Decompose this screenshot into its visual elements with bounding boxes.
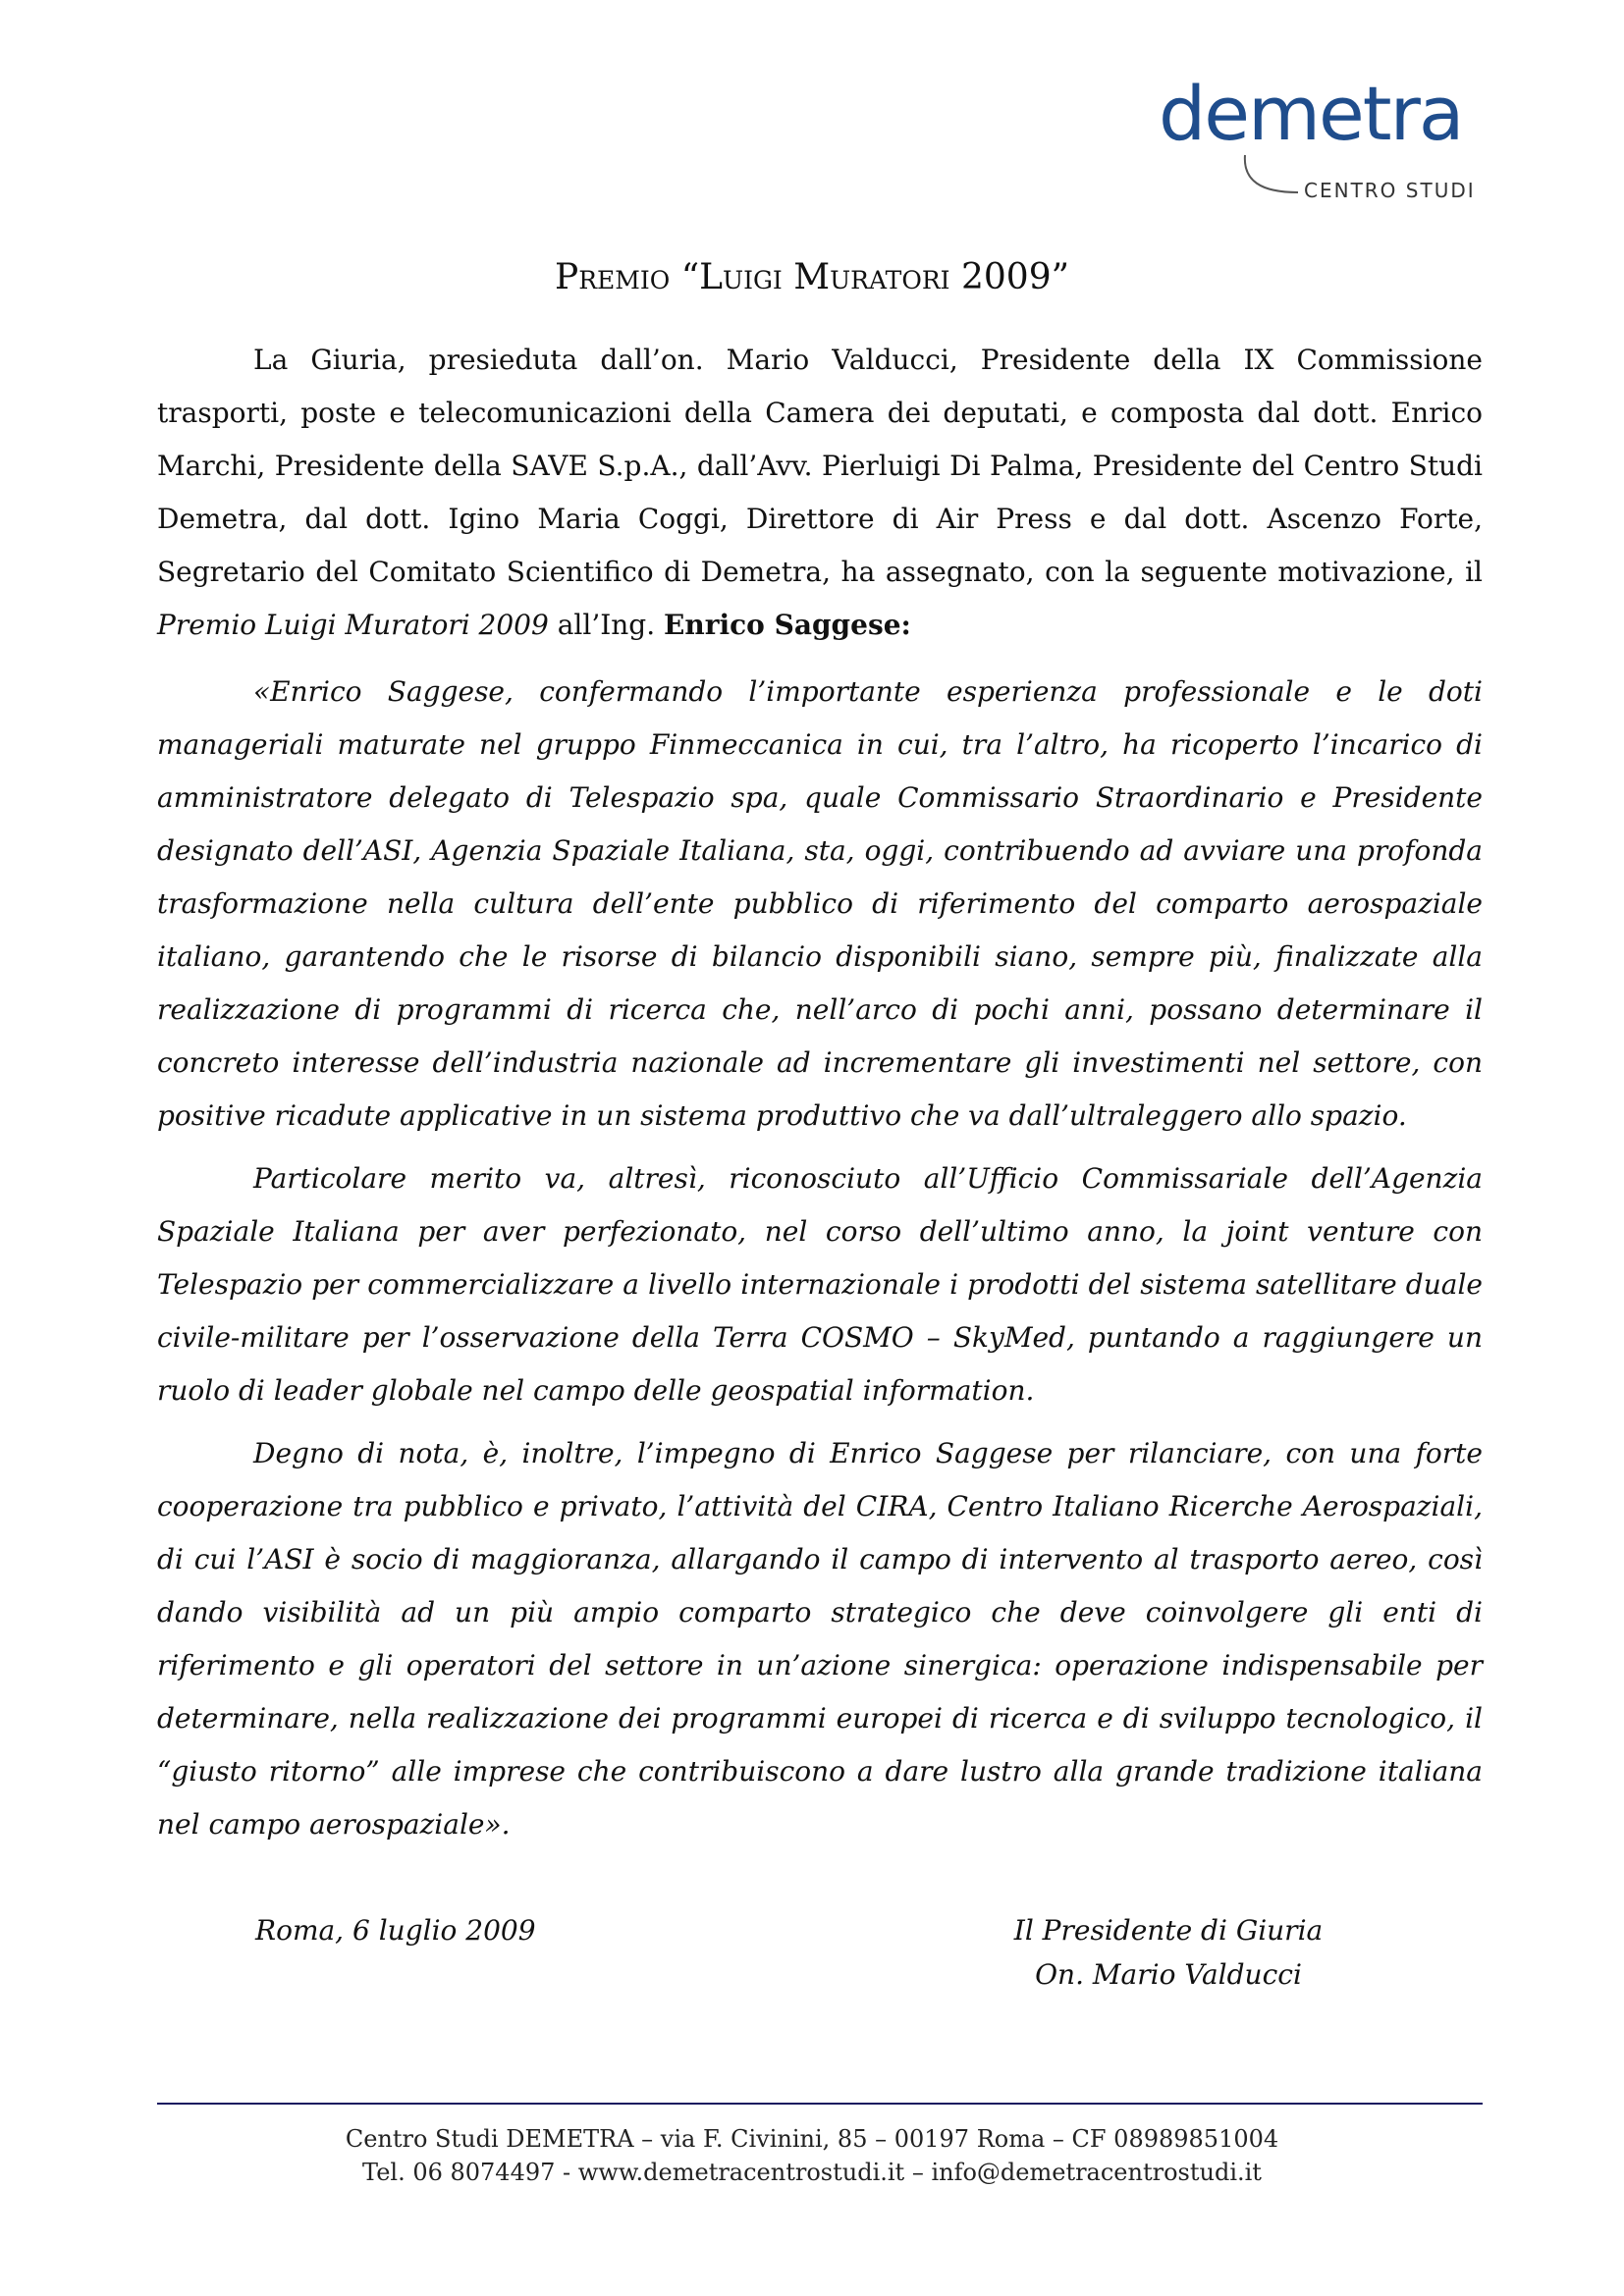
signatory-role: Il Presidente di Giuria bbox=[1013, 1914, 1324, 1947]
place-date: Roma, 6 luglio 2009 bbox=[255, 1914, 536, 1947]
demetra-logo bbox=[1159, 70, 1483, 204]
document-body bbox=[157, 334, 1483, 1861]
logo-wordmark: demetra bbox=[1159, 70, 1463, 157]
footer-divider bbox=[157, 2103, 1483, 2105]
footer-address: Centro Studi DEMETRA – via F. Civinini, 85 – 00197 Roma – CF 08989851004 bbox=[345, 2125, 1279, 2153]
logo-subtitle: CENTRO STUDI bbox=[1304, 179, 1476, 202]
signature-block bbox=[0, 1908, 1624, 2016]
paragraph-motivation: «Enrico Saggese, confermando l’importante esperienza professionale e le doti manageriali maturate nel gruppo Finmeccanica in cui, tra l’altro, ha ricoperto l’incarico di amministratore delegato di Telespazio spa, quale Commissario Straordinario e Presidente designato dell’ASI, Agenzia Spaziale Italiana, sta, oggi, contribuendo ad avviare una profonda trasformazione nella cultura dell’ente pubblico di riferimento del comparto aerospaziale italiano, garantendo che le risorse di bilancio disponibili siano, sempre più, finalizzate alla realizzazione di programmi di ricerca che, nell’arco di pochi anni, possano determinare il concreto interesse dell’industria nazionale ad incrementare gli investimenti nel settore, con positive ricadute applicative in un sistema produttivo che va dall’ultraleggero allo spazio. bbox=[157, 675, 1483, 1132]
jury-text: La Giuria, presieduta dall’on. Mario Valducci, Presidente della IX Commissione trasporti, poste e telecomunicazioni della Camera dei deputati, e composta dal dott. Enrico Marchi, Presidente della SAVE S.p.A., dall’Avv. Pierluigi Di Palma, Presidente del Centro Studi Demetra, dal dott. Igino Maria Coggi, Direttore di Air Press e dal dott. Ascenzo Forte, Segretario del Comitato Scientifico di Demetra, ha assegnato, con la seguente motivazione, il bbox=[157, 344, 1483, 588]
paragraph-merit: Particolare merito va, altresì, riconosciuto all’Ufficio Commissariale dell’Agenzia Spaziale Italiana per aver perfezionato, nel corso dell’ultimo anno, la joint venture con Telespazio per commercializzare a livello internazionale i prodotti del sistema satellitare duale civile-militare per l’osservazione della Terra COSMO – SkyMed, puntando a raggiungere un ruolo di leader globale nel campo delle geospatial information. bbox=[157, 1162, 1483, 1407]
winner-name: Enrico Saggese: bbox=[664, 609, 911, 641]
signatory bbox=[1011, 1908, 1326, 1997]
paragraph-jury bbox=[157, 334, 1483, 652]
paragraph-note: Degno di nota, è, inoltre, l’impegno di Enrico Saggese per rilanciare, con una forte cooperazione tra pubblico e privato, l’attività del CIRA, Centro Italiano Ricerche Aerospaziali, di cui l’ASI è socio di maggioranza, allargando il campo di intervento al trasporto aereo, così dando visibilità ad un più ampio comparto strategico che deve coinvolgere gli enti di riferimento e gli operatori del settore in un’azione sinergica: operazione indispensabile per determinare, nella realizzazione dei programmi europei di ricerca e di sviluppo tecnologico, il “giusto ritorno” alle imprese che contribuiscono a dare lustro alla grande tradizione italiana nel campo aerospaziale». bbox=[157, 1437, 1483, 1841]
footer-contacts: Tel. 06 8074497 - www.demetracentrostudi.it – info@demetracentrostudi.it bbox=[362, 2159, 1262, 2186]
document-title: Premio “Luigi Muratori 2009” bbox=[554, 257, 1070, 297]
footer bbox=[0, 2122, 1624, 2189]
logo-swoosh-icon bbox=[1241, 153, 1300, 202]
jury-text-mid: all’Ing. bbox=[548, 609, 665, 641]
award-name: Premio Luigi Muratori 2009 bbox=[157, 609, 549, 641]
signatory-name: On. Mario Valducci bbox=[1035, 1958, 1302, 1991]
